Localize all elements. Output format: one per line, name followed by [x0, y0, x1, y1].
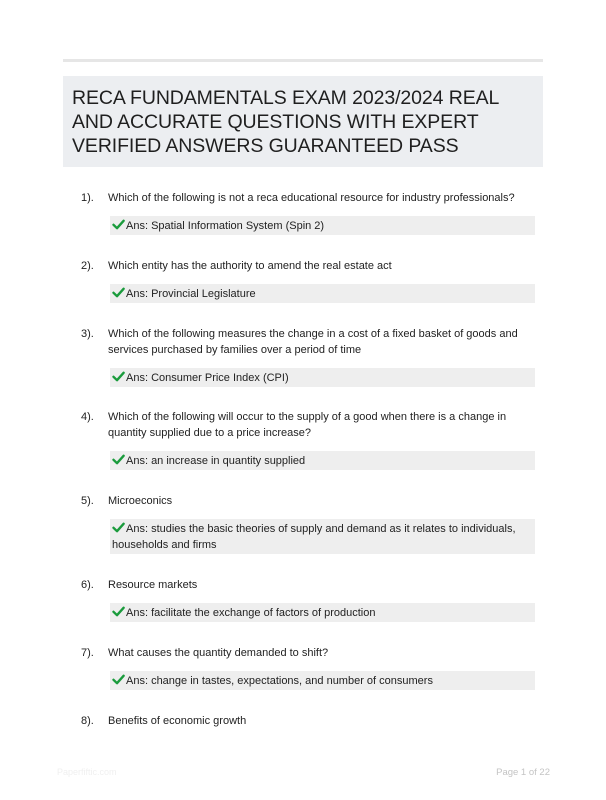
title-line: RECA FUNDAMENTALS EXAM 2023/2024 REAL: [72, 87, 500, 109]
answer-text: Ans: Consumer Price Index (CPI): [126, 371, 289, 384]
question-text: Which of the following will occur to the supply of a good when there is a change in quantity supplied due to a price increase?: [108, 411, 507, 439]
document-title: [72, 86, 533, 158]
answer-box: [110, 671, 535, 690]
answer-text: Ans: an increase in quantity supplied: [126, 454, 306, 467]
question-text: Which entity has the authority to amend the real estate act: [108, 260, 392, 272]
question-number: 5).: [81, 495, 94, 507]
answer-box: [110, 451, 535, 470]
question-text: Which of the following is not a reca educational resource for industry professionals?: [108, 192, 515, 204]
checkmark-icon: [112, 371, 125, 382]
question-text: Microeconics: [108, 495, 173, 507]
checkmark-icon: [112, 454, 125, 465]
answer-box: [110, 284, 535, 303]
answer-box: [110, 603, 535, 622]
question-number: 4).: [81, 411, 94, 423]
question-number: 3).: [81, 328, 94, 340]
page-indicator: Page 1 of 22: [496, 767, 550, 778]
checkmark-icon: [112, 674, 125, 685]
answer-text: Ans: studies the basic theories of supply and demand as it relates to individuals, households and firms: [112, 522, 516, 551]
question-text: Benefits of economic growth: [108, 715, 247, 727]
checkmark-icon: [112, 522, 125, 533]
answer-text: Ans: Provincial Legislature: [126, 287, 256, 300]
checkmark-icon: [112, 219, 125, 230]
checkmark-icon: [112, 287, 125, 298]
question-number: 7).: [81, 647, 94, 659]
question-number: 1).: [81, 192, 94, 204]
question-text: What causes the quantity demanded to shift?: [108, 647, 329, 659]
answer-box: [110, 519, 535, 554]
title-banner: [63, 76, 543, 167]
question-number: 8).: [81, 715, 94, 727]
answer-box: [110, 368, 535, 387]
checkmark-icon: [112, 606, 125, 617]
answer-box: [110, 216, 535, 235]
answer-text: Ans: Spatial Information System (Spin 2): [126, 219, 325, 232]
title-line: VERIFIED ANSWERS GUARANTEED PASS: [72, 135, 459, 157]
question-text: Which of the following measures the change in a cost of a fixed basket of goods and services purchased by families over a period of time: [108, 328, 518, 356]
top-divider: [63, 59, 543, 62]
question-number: 6).: [81, 579, 94, 591]
answer-text: Ans: change in tastes, expectations, and number of consumers: [126, 674, 433, 687]
question-number: 2).: [81, 260, 94, 272]
question-text: Resource markets: [108, 579, 198, 591]
answer-text: Ans: facilitate the exchange of factors of production: [126, 606, 376, 619]
footer-watermark: Paperfiftic.com: [57, 767, 117, 777]
title-line: AND ACCURATE QUESTIONS WITH EXPERT: [72, 111, 479, 133]
